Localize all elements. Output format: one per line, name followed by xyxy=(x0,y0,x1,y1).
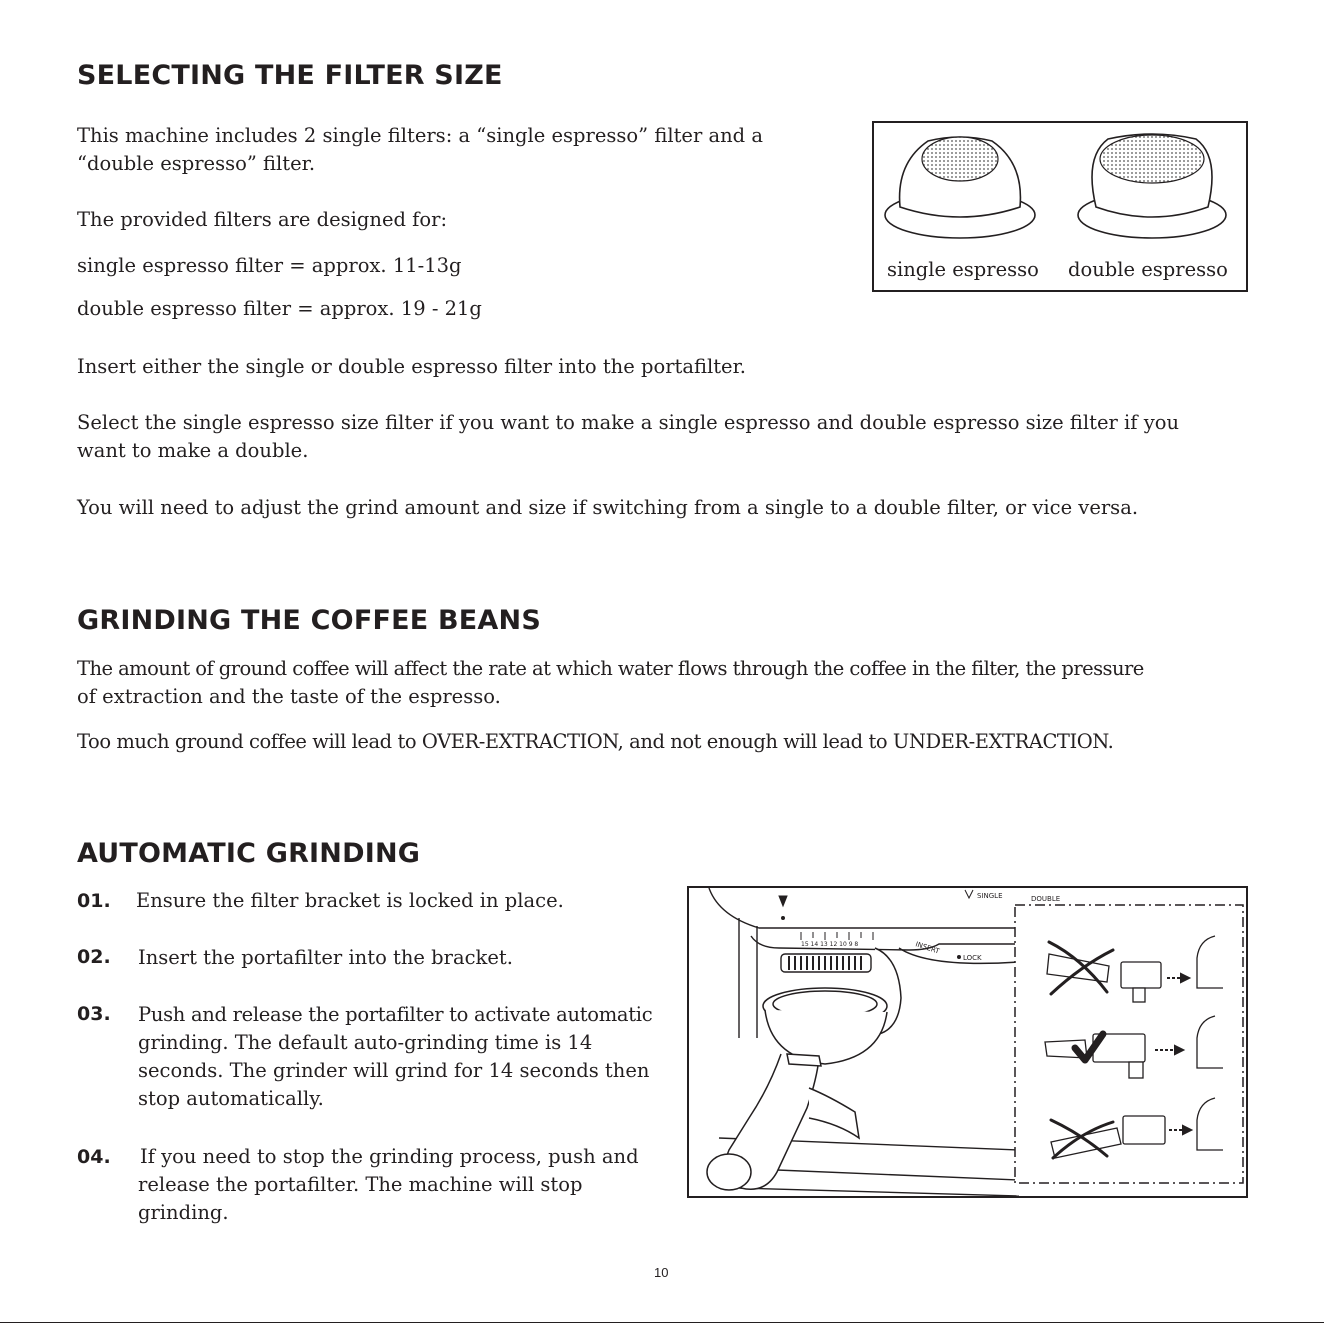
filter-insert-instruction: Insert either the single or double espresso filter into the portafilter. xyxy=(77,355,746,378)
page-number: 10 xyxy=(654,1265,669,1280)
step-03-text-line2: grinding. The default auto-grinding time is 14 xyxy=(138,1031,593,1054)
filter-adjust-note: You will need to adjust the grind amount and size if switching from a single to a double filter, or vice versa. xyxy=(77,496,1139,519)
grinder-figure xyxy=(687,886,1248,1198)
step-01-text: Ensure the filter bracket is locked in place. xyxy=(136,889,564,912)
single-espresso-caption: single espresso xyxy=(887,258,1039,281)
step-number-03: 03. xyxy=(77,1003,111,1025)
label-single: SINGLE xyxy=(977,892,1003,900)
single-filter-spec: single espresso filter = approx. 11-13g xyxy=(77,254,462,277)
label-insert: INSERT xyxy=(914,940,941,956)
step-number-04: 04. xyxy=(77,1146,111,1168)
grinding-line2: of extraction and the taste of the espresso. xyxy=(77,685,501,708)
step-02-text: Insert the portafilter into the bracket. xyxy=(138,946,513,969)
grinding-line1: The amount of ground coffee will affect the rate at which water flows through the coffee in the filter, the pressure xyxy=(77,657,1144,680)
dial-numbers: 15 14 13 12 10 9 8 xyxy=(801,941,859,948)
step-04-text-line2: release the portafilter. The machine will stop xyxy=(138,1173,583,1196)
bottom-rule xyxy=(0,1322,1324,1323)
step-04-text-line3: grinding. xyxy=(138,1201,229,1224)
section-heading-grinding: GRINDING THE COFFEE BEANS xyxy=(77,605,541,636)
section-heading-filter-size: SELECTING THE FILTER SIZE xyxy=(77,60,503,91)
step-03-text-line3: seconds. The grinder will grind for 14 seconds then xyxy=(138,1059,650,1082)
step-03-text-line4: stop automatically. xyxy=(138,1087,324,1110)
grind-dial-icon xyxy=(779,896,873,940)
grinder-burr-icon xyxy=(781,954,871,972)
filter-intro-line2: “double espresso” filter. xyxy=(77,152,316,175)
step-number-02: 02. xyxy=(77,946,111,968)
single-filter-basket-icon xyxy=(885,137,1035,238)
double-espresso-caption: double espresso xyxy=(1068,258,1228,281)
step-04-text-line1: If you need to stop the grinding process, push and xyxy=(140,1145,639,1168)
filter-select-line2: want to make a double. xyxy=(77,439,309,462)
filter-designed-for: The provided filters are designed for: xyxy=(77,208,448,231)
section-heading-automatic: AUTOMATIC GRINDING xyxy=(77,838,421,869)
portafilter-icon xyxy=(707,948,901,1190)
double-filter-spec: double espresso filter = approx. 19 - 21g xyxy=(77,297,482,320)
filter-select-line1: Select the single espresso size filter if you want to make a single espresso and double espresso size filter if you xyxy=(77,411,1180,434)
step-03-text-line1: Push and release the portafilter to activate automatic xyxy=(138,1003,653,1026)
grinder-illustration xyxy=(689,888,1246,1196)
step-number-01: 01. xyxy=(77,890,111,912)
filter-intro-line1: This machine includes 2 single filters: a “single espresso” filter and a xyxy=(77,124,763,147)
grinding-line3: Too much ground coffee will lead to OVER-EXTRACTION, and not enough will lead to UNDER-EXTRACTION. xyxy=(77,730,1114,753)
filter-figure xyxy=(872,121,1248,292)
double-filter-basket-icon xyxy=(1078,134,1226,238)
label-double: DOUBLE xyxy=(1031,895,1061,903)
label-lock: LOCK xyxy=(963,954,982,962)
